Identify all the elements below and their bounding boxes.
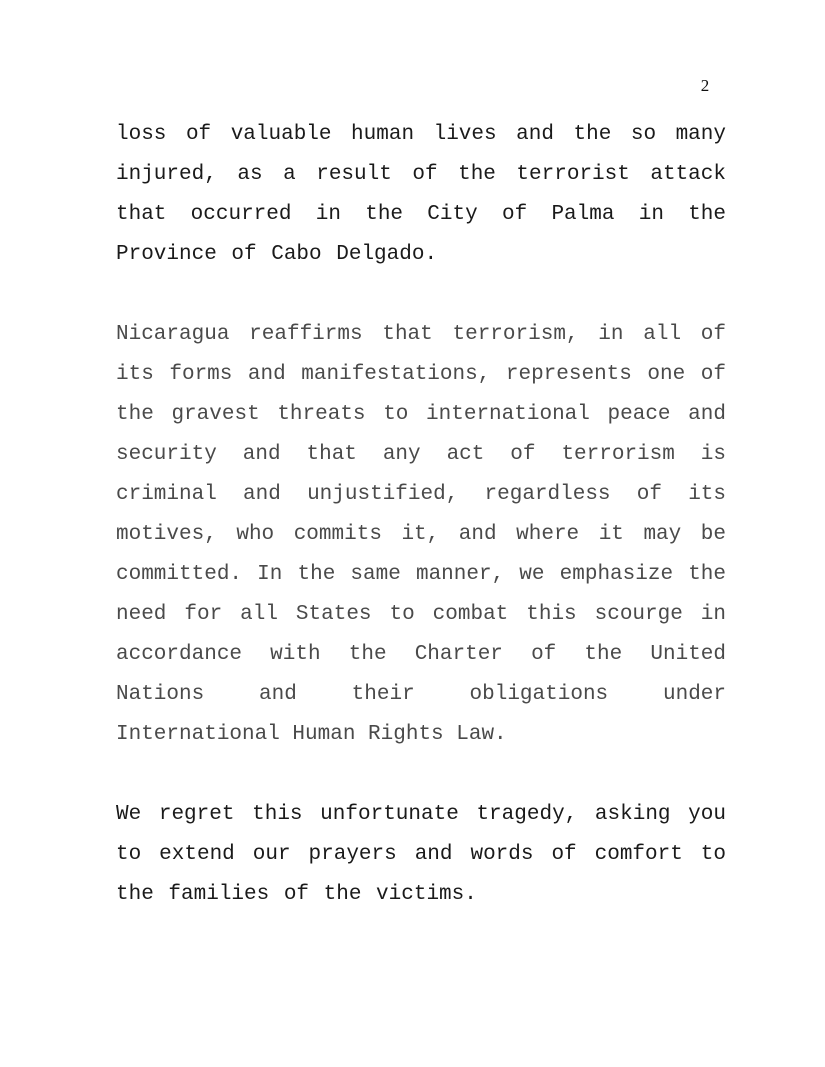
paragraph-terrorism-statement: Nicaragua reaffirms that terrorism, in all of its forms and manifestations, represents one of the gravest threats to international peace and security and that any act of terrorism is criminal and unjustified, regardless of its motives, who commits it, and where it may be committed. In the same manner, we emphasize the need for all States to combat this scourge in accordance with the Charter of the United Nations and their obligations under International Human Rights Law. xyxy=(116,323,726,746)
letter-body xyxy=(116,115,726,915)
paragraph-closing: We regret this unfortunate tragedy, asking you to extend our prayers and words of comfort to the families of the victims. xyxy=(116,803,726,906)
page-number: 2 xyxy=(700,76,710,95)
paragraph-condolence: loss of valuable human lives and the so many injured, as a result of the terrorist attack that occurred in the City of Palma in the Province of Cabo Delgado. xyxy=(116,123,726,266)
